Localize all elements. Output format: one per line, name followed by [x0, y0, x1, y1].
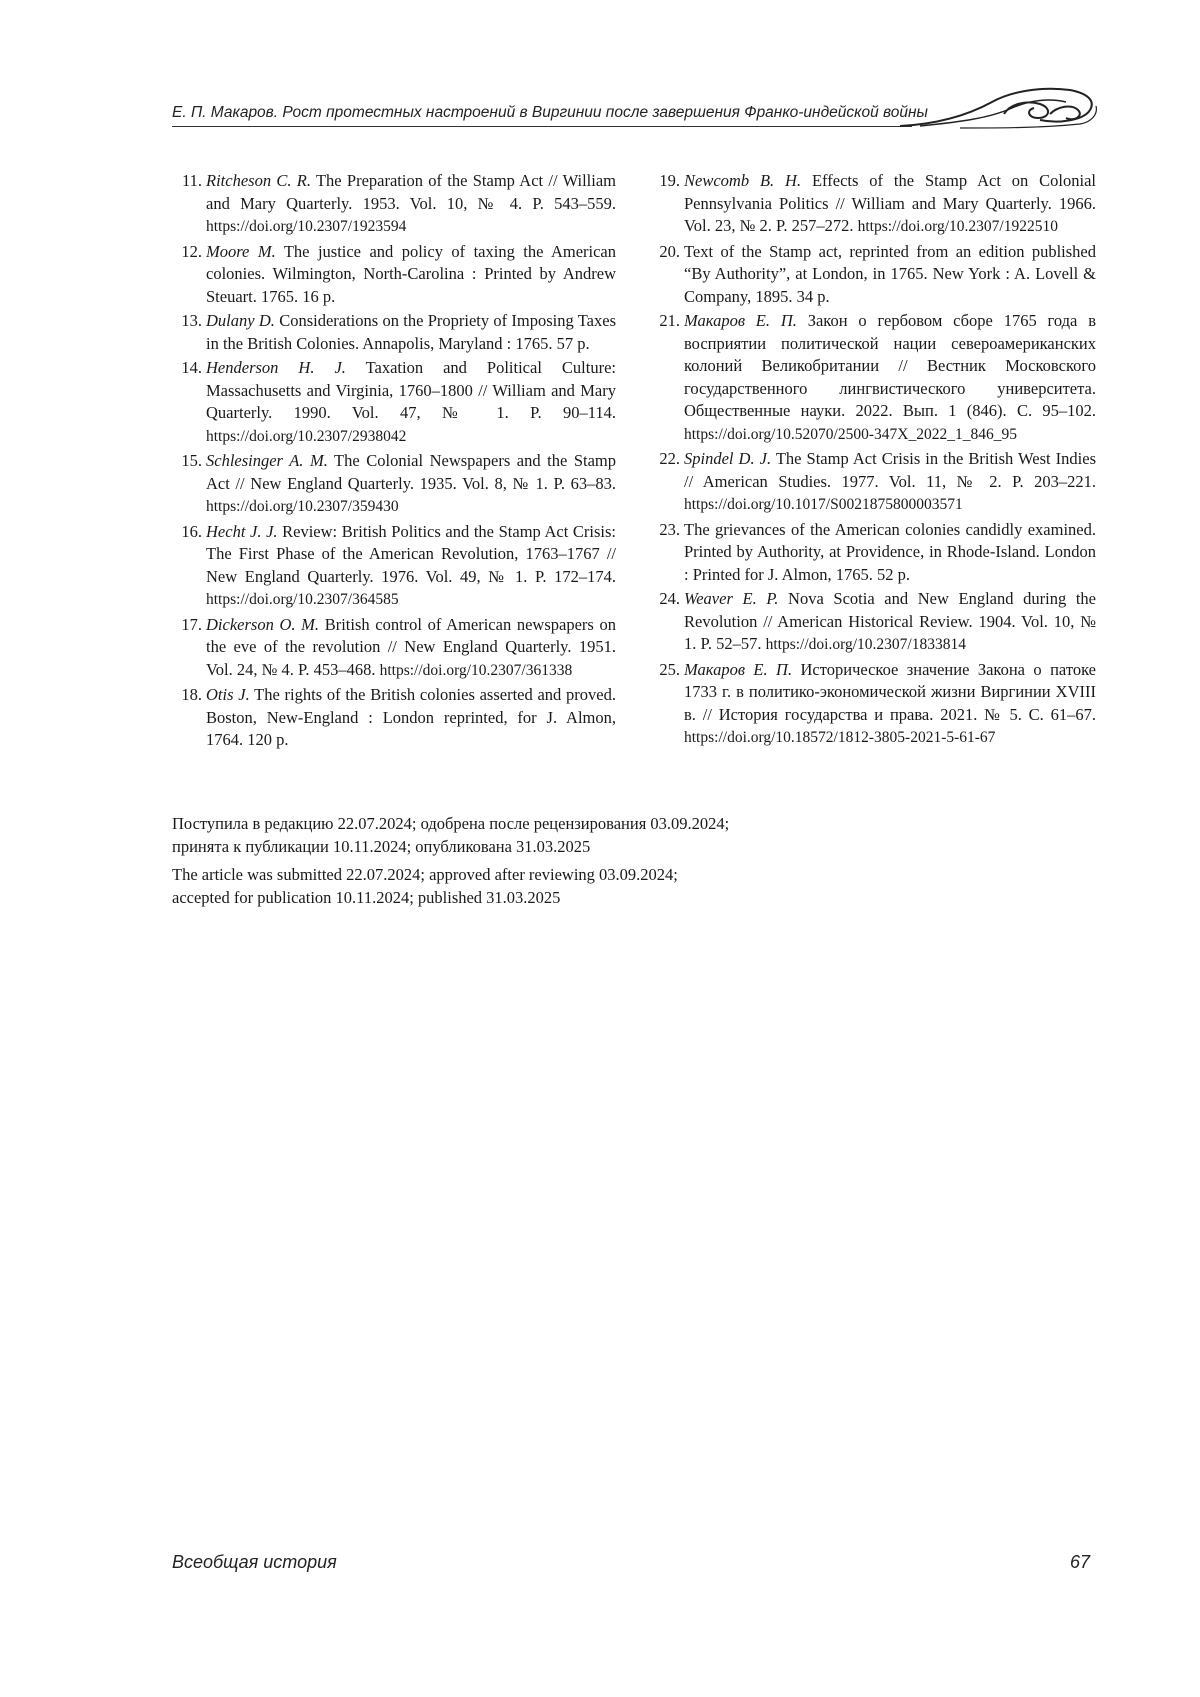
dates-english: The article was submitted 22.07.2024; approved after reviewing 03.09.2024; accepted for publication 10.11.2024; published 31.03.2025 [172, 865, 678, 907]
journal-section-title: Всеобщая история [172, 1552, 337, 1572]
reference-item: 18. Otis J. The rights of the British colonies asserted and proved. Boston, New-England : London reprinted, for J. Almon, 1764. 120 p. [181, 685, 616, 749]
doi-link[interactable]: https://doi.org/10.2307/359430 [206, 498, 399, 515]
doi-link[interactable]: https://doi.org/10.2307/2938042 [206, 427, 407, 445]
reference-item: 13. Dulany D. Considerations on the Propriety of Imposing Taxes in the British Colonies. Annapolis, Maryland : 1765. 57 p. [181, 311, 616, 353]
reference-item: 22. Spindel D. J. The Stamp Act Crisis in the British West Indies // American Studies. 1977. Vol. 11, № 2. P. 203–221. https://doi.org/10.1017/S0021875800003571 [659, 449, 1097, 513]
running-title: Е. П. Макаров. Рост протестных настроений в Виргинии после завершения Франко-индейской войны [172, 104, 928, 121]
references-left-column [172, 170, 616, 754]
reference-item: 19. Newcomb B. H. Effects of the Stamp Act on Colonial Pennsylvania Politics // William and Mary Quarterly. 1966. Vol. 23, № 2. P. 257–272. https://doi.org/10.2307/1922510 [659, 171, 1096, 235]
reference-item: 17. Dickerson O. M. British control of American newspapers on the eve of the revolution // New England Quarterly. 1951. Vol. 24, № 4. P. 453–468. https://doi.org/10.2307/361338 [181, 614, 616, 679]
references-right-column [650, 170, 1096, 752]
doi-link[interactable]: https://doi.org/10.2307/361338 [379, 661, 573, 679]
reference-item: 21. Макаров Е. П. Закон о гербовом сборе 1765 года в восприятии политической нации североамериканских колоний Великобритании // Вестник Московского государственного лингвистического университета. Общественные науки. 2022. Вып. 1 (846). С. 95–102. https://doi.org/10.52070/2500-347X_2022_1_846_95 [659, 311, 1096, 443]
doi-link[interactable]: https://doi.org/10.18572/1812-3805-2021-5-61-67 [684, 729, 996, 746]
dates-russian: Поступила в редакцию 22.07.2024; одобрена после рецензирования 03.09.2024; принята к публикации 10.11.2024; опубликована 31.03.2025 [172, 814, 730, 856]
reference-item: 25. Макаров Е. П. Историческое значение Закона о патоке 1733 г. в политико-экономической жизни Виргинии XVIII в. // История государства и права. 2021. № 5. С. 61–67. https://doi.org/10.18572/1812-3805-2021-5-61-67 [659, 659, 1096, 746]
reference-item: 16. Hecht J. J. Review: British Politics and the Stamp Act Crisis: The First Phase of the American Revolution, 1763–1767 // New England Quarterly. 1976. Vol. 49, № 1. P. 172–174. https://doi.org/10.2307/364585 [181, 521, 617, 608]
reference-item: 15. Schlesinger A. M. The Colonial Newspapers and the Stamp Act // New England Quarterly. 1935. Vol. 8, № 1. P. 63–83. https://doi.org/10.2307/359430 [181, 451, 616, 515]
doi-link[interactable]: https://doi.org/10.2307/364585 [206, 591, 399, 608]
doi-link[interactable]: https://doi.org/10.2307/1922510 [857, 218, 1058, 235]
article-dates [172, 813, 972, 915]
page-number: 67 [1069, 1552, 1090, 1572]
doi-link[interactable]: https://doi.org/10.2307/1833814 [765, 636, 966, 653]
reference-item: 20. Text of the Stamp act, reprinted from an edition published “By Authority”, at London, in 1765. New York : A. Lovell & Company, 1895. 34 p. [659, 241, 1096, 306]
reference-item: 14. Henderson H. J. Taxation and Political Culture: Massachusetts and Virginia, 1760–1800 // William and Mary Quarterly. 1990. Vol. 47, № 1. P. 90–114. https://doi.org/10.2307/2938042 [181, 358, 616, 445]
reference-item: 23. The grievances of the American colonies candidly examined. Printed by Authority, at Providence, in Rhode-Island. London : Printed for J. Almon, 1765. 52 p. [659, 519, 1096, 584]
header-rule [172, 126, 912, 127]
reference-item: 24. Weaver E. P. Nova Scotia and New England during the Revolution // American Historical Review. 1904. Vol. 10, № 1. P. 52–57. https://doi.org/10.2307/1833814 [659, 589, 1097, 653]
doi-link[interactable]: https://doi.org/10.1017/S0021875800003571 [684, 496, 963, 513]
doi-link[interactable]: https://doi.org/10.2307/1923594 [206, 218, 407, 235]
doi-link[interactable]: https://doi.org/10.52070/2500-347X_2022_1_846_95 [684, 425, 1017, 443]
reference-item: 11. Ritcheson C. R. The Preparation of the Stamp Act // William and Mary Quarterly. 1953. Vol. 10, № 4. P. 543–559. https://doi.org/10.2307/1923594 [181, 171, 616, 235]
decorative-ornament-icon [900, 84, 1100, 140]
reference-item: 12. Moore M. The justice and policy of taxing the American colonies. Wilmington, North-Carolina : Printed by Andrew Steuart. 1765. 16 p. [181, 241, 617, 306]
